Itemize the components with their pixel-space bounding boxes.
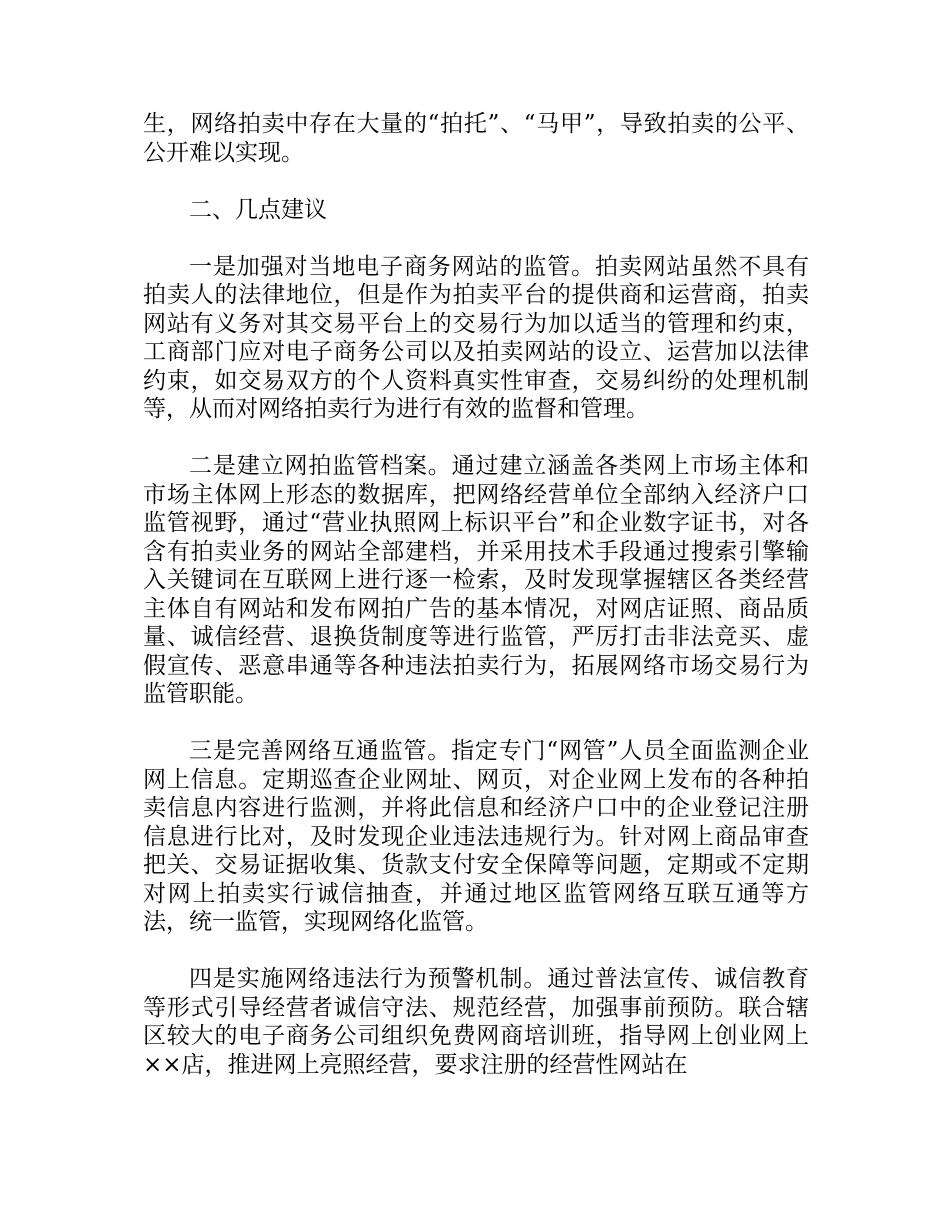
section-heading: 二、几点建议 <box>189 196 327 223</box>
paragraph-suggestion-2: 二是建立网拍监管档案。通过建立涵盖各类网上市场主体和市场主体网上形态的数据库，把网络经营单位全部纳入经济户口监管视野，通过“营业执照网上标识平台”和企业数字证书，对各含有拍卖业务的网站全部建档，并采用技术手段通过搜索引擎输入关键词在互联网上进行逐一检索，及时发现掌握辖区各类经营主体自有网站和发布网拍广告的基本情况，对网店证照、商品质量、诚信经营、退换货制度等进行监管，严厉打击非法竞买、虚假宣传、恶意串通等各种违法拍卖行为，拓展网络市场交易行为监管职能。 <box>143 453 809 707</box>
document-body <box>143 110 809 1079</box>
paragraph-suggestion-3: 三是完善网络互通监管。指定专门“网管”人员全面监测企业网上信息。定期巡查企业网址、网页，对企业网上发布的各种拍卖信息内容进行监测，并将此信息和经济户口中的企业登记注册信息进行比对，及时发现企业违法违规行为。针对网上商品审查把关、交易证据收集、货款支付安全保障等问题，定期或不定期对网上拍卖实行诚信抽查，并通过地区监管网络互联互通等方法，统一监管，实现网络化监管。 <box>143 738 809 935</box>
paragraph-suggestion-4: 四是实施网络违法行为预警机制。通过普法宣传、诚信教育等形式引导经营者诚信守法、规范经营，加强事前预防。联合辖区较大的电子商务公司组织免费网商培训班，指导网上创业网上××店，推进网上亮照经营，要求注册的经营性网站在 <box>143 966 809 1078</box>
paragraph-continuation: 生，网络拍卖中存在大量的“拍托”、“马甲”，导致拍卖的公平、公开难以实现。 <box>143 111 809 166</box>
paragraph-suggestion-1: 一是加强对当地电子商务网站的监管。拍卖网站虽然不具有拍卖人的法律地位，但是作为拍卖平台的提供商和运营商，拍卖网站有义务对其交易平台上的交易行为加以适当的管理和约束，工商部门应对电子商务公司以及拍卖网站的设立、运营加以法律约束，如交易双方的个人资料真实性审查，交易纠纷的处理机制等，从而对网络拍卖行为进行有效的监督和管理。 <box>143 253 809 422</box>
